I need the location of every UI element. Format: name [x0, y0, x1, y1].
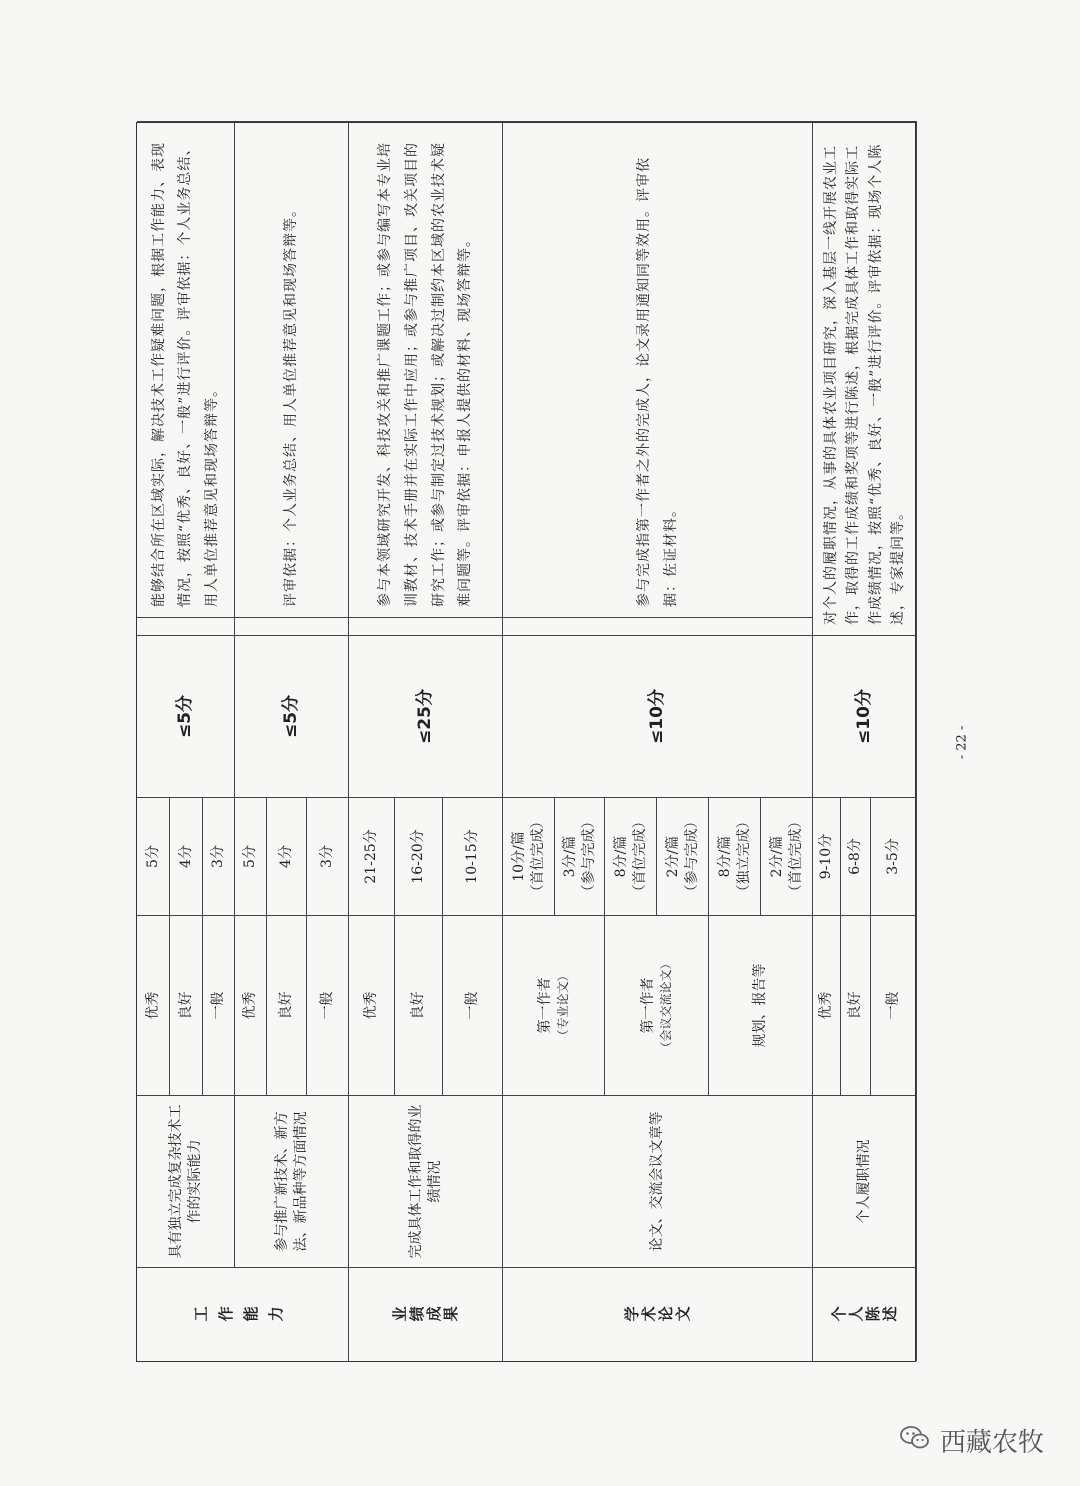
points-value: 3分/篇	[561, 835, 578, 878]
points-value: 8分/篇	[612, 835, 629, 878]
grade-cell: 良好	[170, 915, 203, 1095]
points-cell: 4分	[170, 797, 203, 915]
grade-cell: 优秀	[349, 915, 395, 1095]
grade-cell: 良好	[841, 915, 871, 1095]
grade-cell: 一般	[871, 915, 917, 1095]
page-number: - 22 -	[954, 725, 970, 760]
points-cell: 10-15分	[443, 797, 503, 915]
grade-cell: 一般	[443, 915, 503, 1095]
wechat-icon	[900, 1425, 930, 1457]
grade-cell: 优秀	[813, 915, 841, 1095]
points-value: 2分/篇	[664, 835, 681, 878]
blank-cell	[235, 617, 349, 635]
points-cell	[503, 797, 555, 915]
points-note: （首位完成）	[529, 814, 546, 899]
max-score: ≤25分	[349, 635, 503, 797]
blank-cell	[349, 617, 503, 635]
paper-type	[709, 915, 813, 1095]
blank-cell	[503, 617, 813, 635]
blank-cell	[137, 617, 235, 635]
grade-cell: 优秀	[235, 915, 267, 1095]
criterion-papers: 论文、交流会议文章等	[503, 1095, 813, 1267]
basis-text: 参与完成指第一作者之外的完成人，论文录用通知同等效用。评审依据：佐证材料。	[503, 121, 813, 617]
grade-cell: 一般	[307, 915, 349, 1095]
points-cell: 3分	[203, 797, 235, 915]
points-value: 8分/篇	[716, 835, 733, 878]
max-score: ≤10分	[503, 635, 813, 797]
category-statement: 个人陈述	[813, 1267, 917, 1361]
points-note: （首位完成）	[787, 814, 804, 899]
points-value: 10分/篇	[510, 831, 527, 882]
points-cell	[761, 797, 813, 915]
grade-cell: 良好	[267, 915, 307, 1095]
points-cell: 5分	[235, 797, 267, 915]
watermark-text: 西藏农牧	[940, 1428, 1045, 1458]
max-score: ≤5分	[137, 635, 235, 797]
points-cell: 6-8分	[841, 797, 871, 915]
points-cell	[709, 797, 761, 915]
criterion-statement: 个人履职情况	[813, 1095, 917, 1267]
grade-cell: 一般	[203, 915, 235, 1095]
points-cell	[657, 797, 709, 915]
evaluation-table	[136, 122, 916, 1362]
points-cell: 16-20分	[395, 797, 443, 915]
criterion-promotion: 参与推广新技术、新方法、新品种等方面情况	[235, 1095, 349, 1267]
points-note: （独立完成）	[735, 814, 752, 899]
basis-text: 参与本领域研究开发、科技攻关和推广课题工作；或参与编写本专业培训教材、技术手册并在实际工作中应用；或参与推广项目、攻关项目的研究工作；或参与制定过技术规划；或解决过制约本区域的农业技术疑难问题等。评审依据：申报人提供的材料、现场答辩等。	[349, 121, 503, 617]
points-cell	[605, 797, 657, 915]
paper-type-note: （会议交流论文）	[658, 957, 673, 1054]
paper-type-label: 第一作者	[536, 977, 553, 1034]
criterion-performance: 完成具体工作和取得的业绩情况	[349, 1095, 503, 1267]
basis-text: 对个人的履职情况，从事的具体农业项目研究，深入基层一线开展农业工作，取得的工作成绩和奖项等进行陈述，根据完成具体工作和取得实际工作成绩情况，按照“优秀、良好、一般”进行评价。评审依据：现场个人陈述，专家提问等。	[813, 121, 917, 635]
points-cell: 5分	[137, 797, 170, 915]
paper-type-label: 规划、报告等	[752, 963, 769, 1048]
paper-type	[605, 915, 709, 1095]
basis-text: 能够结合所在区域实际，解决技术工作疑难问题，根据工作能力、表现情况，按照“优秀、良好、一般”进行评价。评审依据：个人业务总结、用人单位推荐意见和现场答辩等。	[137, 121, 235, 617]
points-value: 2分/篇	[768, 835, 785, 878]
category-papers: 学术论文	[503, 1267, 813, 1361]
basis-text: 评审依据：个人业务总结、用人单位推荐意见和现场答辩等。	[235, 121, 349, 617]
watermark	[900, 1422, 1044, 1459]
criterion-independent-work: 具有独立完成复杂技术工作的实际能力	[137, 1095, 235, 1267]
points-cell: 3-5分	[871, 797, 917, 915]
points-note: （参与完成）	[580, 814, 597, 899]
points-cell	[555, 797, 605, 915]
points-cell: 4分	[267, 797, 307, 915]
grade-cell: 优秀	[137, 915, 170, 1095]
paper-type-note: （专业论文）	[555, 969, 570, 1042]
category-work-ability: 工作能力	[137, 1267, 349, 1361]
points-note: （参与完成）	[683, 814, 700, 899]
max-score: ≤5分	[235, 635, 349, 797]
points-cell: 21-25分	[349, 797, 395, 915]
paper-type	[503, 915, 605, 1095]
paper-type-label: 第一作者	[639, 977, 656, 1034]
points-note: （首位完成）	[631, 814, 648, 899]
points-cell: 3分	[307, 797, 349, 915]
points-cell: 9-10分	[813, 797, 841, 915]
category-performance: 业绩成果	[349, 1267, 503, 1361]
max-score: ≤10分	[813, 635, 917, 797]
grade-cell: 良好	[395, 915, 443, 1095]
